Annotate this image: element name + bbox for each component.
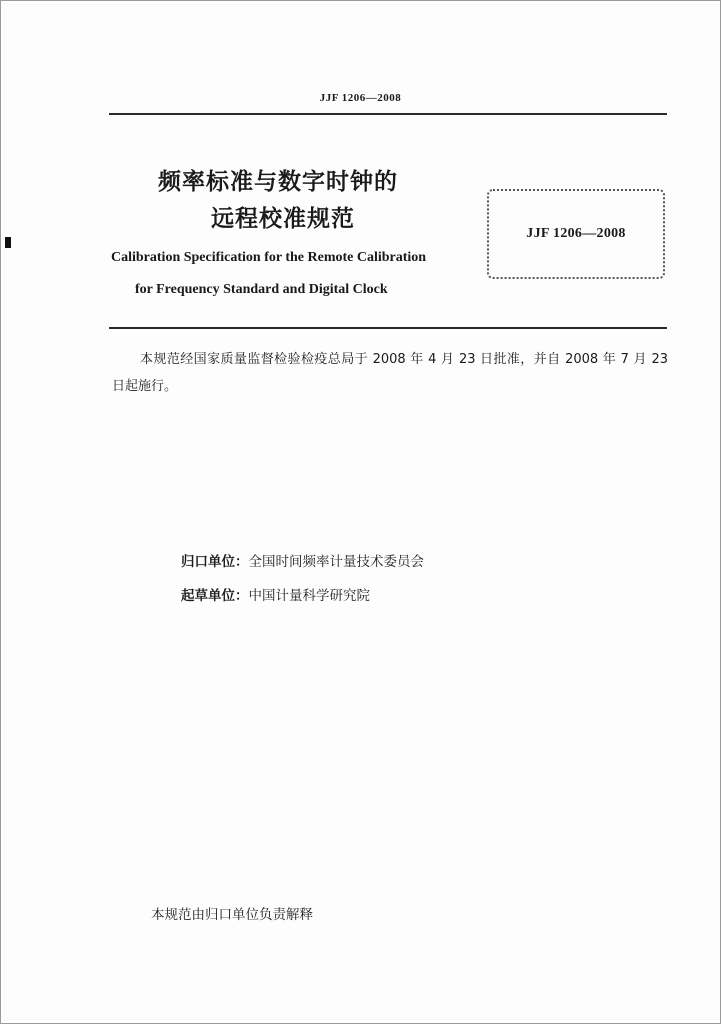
standard-code: JJF 1206—2008: [526, 226, 626, 241]
title-en-line2: for Frequency Standard and Digital Clock: [135, 282, 388, 297]
responsible-unit-value: 全国时间频率计量技术委员会: [248, 554, 424, 570]
drafting-unit-value: 中国计量科学研究院: [248, 588, 370, 604]
standard-code-box: [487, 189, 665, 279]
header-rule: [109, 113, 667, 115]
responsible-unit: [181, 550, 424, 570]
title-cn-line2: 远程校准规范: [211, 206, 355, 232]
drafting-unit: [181, 584, 370, 604]
approval-paragraph: 本规范经国家质量监督检验检疫总局于 2008 年 4 月 23 日批准，并自 2008 年 7 月 23 日起施行。: [112, 352, 668, 394]
scan-artifact: [5, 237, 11, 248]
header-standard-code: JJF 1206—2008: [319, 92, 402, 104]
drafting-unit-label: 起草单位：: [181, 588, 249, 604]
title-rule: [109, 327, 667, 329]
title-en-line1: Calibration Specification for the Remote Calibration: [111, 250, 427, 265]
responsible-unit-label: 归口单位：: [181, 554, 249, 570]
title-cn-line1: 频率标准与数字时钟的: [158, 169, 398, 195]
interpretation-note: 本规范由归口单位负责解释: [151, 907, 313, 923]
